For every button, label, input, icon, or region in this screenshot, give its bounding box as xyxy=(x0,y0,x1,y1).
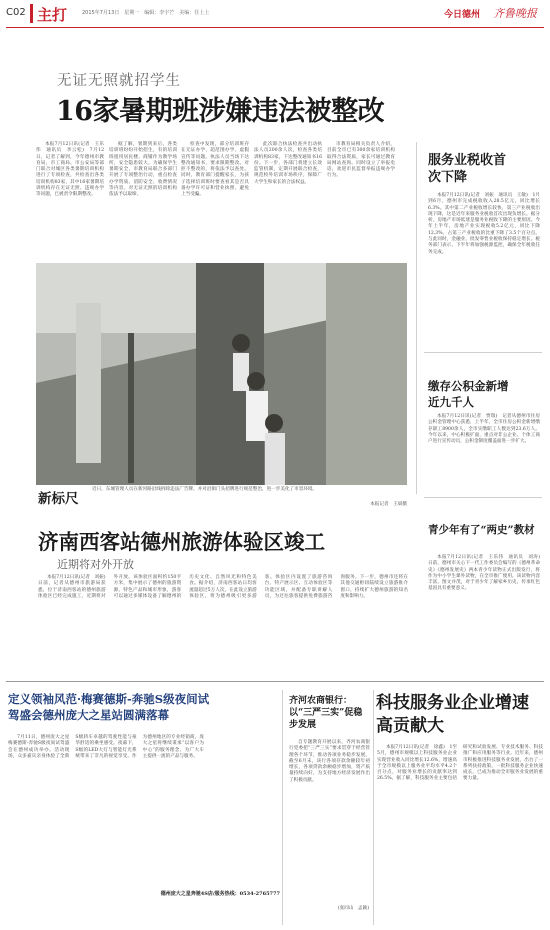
bank-body xyxy=(289,740,370,900)
lead-col-1 xyxy=(36,142,104,260)
tax-text: 本报7月12日讯(记者 刘振 通讯员 王敏) 1月到6月，德州市完成税收收入28.5亿元，同比增长6.3%。其中第二产业税收增长较快，第三产业税收出现下降，这是近年来服务业税收首次出现负增长。据分析，房地产市场低迷是服务业税收下降的主要原因。今年上半年，房地产业实现税收5.2亿元，同比下降12.3%，占第三产业税收的比重下降了3.5个百分点。与此同时，金融业、批发零售业税收保持稳定增长。税务部门表示，下半年将加强税源监控，确保全年税收任务完成。 xyxy=(428,193,540,255)
fund-headline: 缴存公积金新增近九千人 xyxy=(428,379,509,409)
lead-col2-text: 据了解，暑期到来后，各类培训班纷纷开始招生，有的培训班租用居民楼、商铺作为教学场所，安全隐患较大。为确保学生暑期安全，市教育局联合多部门开展了专项整治行动，重点检查办学资质、消防安全、收费情况等内容，对无证无照的培训机构依法予以取缔。 xyxy=(109,142,177,198)
lead-col-3 xyxy=(181,142,249,260)
bank-headline: 齐河农商银行：以“三严三实”促稳步发展 xyxy=(289,696,363,730)
rule-tax-fund xyxy=(424,352,542,353)
dateline: 2015年7月13日 星期一 编辑：李宇芒 美编：任上上 xyxy=(82,10,210,16)
station-subhead: 近期将对外开放 xyxy=(57,558,134,571)
tech-headline: 科技服务业企业增速高贡献大 xyxy=(376,693,529,736)
section-red-bar xyxy=(30,4,33,23)
bank-text: 自专题教育开展以来，齐河农商银行党委把“三严三实”要求贯穿于经营管理各个环节，推动各项业务稳步发展。截至6月末，该行各项存款余额较年初增长，各项贷款余额稳步增加，资产质量持续向好，为支持地方经济发展作出了积极贡献。 xyxy=(289,740,370,783)
page-code: C02 xyxy=(6,7,26,18)
lead-headline: 16家暑期班涉嫌违法被整改 xyxy=(56,96,385,127)
news-photo xyxy=(36,263,407,485)
bottom-divider-1 xyxy=(282,690,283,925)
rule-fund-youth xyxy=(424,497,542,498)
caption-text: 近日，东城管理人员在新河路沿线拆除违法广告牌，并对沿街门头招牌进行规范整治，进一步美化了市容环境。 xyxy=(92,487,318,492)
rule-bottom xyxy=(6,681,544,682)
brand-logo: 齐鲁晚报 xyxy=(493,7,537,20)
section-label: 主打 xyxy=(37,6,68,24)
paper-tag: 今日德州 xyxy=(444,10,481,20)
mercedes-text: 7月11日，德州庞大之星梅赛德斯-奔驰S级夜间试驾盛会在德州成功举办。活动现场，众多嘉宾亲身体验了全新S级轿车卓越的驾驶性能与豪华舒适的乘坐感受。夜幕下，S级的LED大灯与智能灯光系统带来了非凡的视觉享受。作为德州地区的专业经销商，庞大之星将继续秉承“以客户为中心”的服务理念，为广大车主提供一流的产品与服务。 xyxy=(8,735,204,759)
youth-body xyxy=(428,555,545,675)
caption-title: 新标尺 xyxy=(38,491,79,507)
lead-col-5 xyxy=(327,142,395,260)
tech-text: 本报7月12日讯(记者 徐鑫) 1至5月，德州市规模以上科技服务业企业实现营业收入同比增长12.6%，增速高于全市规模以上服务业平均水平4.2个百分点，对服务业增长的贡献率达到26.5%。据了解，科技服务业主要包括研究和试验发展、专业技术服务、科技推广和应用服务等行业。近年来，德州市积极推进科技服务业发展，出台了一系列扶持政策，一批科技服务企业快速成长，已成为推动全市服务业发展的重要力量。 xyxy=(377,745,543,782)
photo-scene xyxy=(36,263,407,485)
tax-body xyxy=(428,193,540,345)
masthead-rule xyxy=(6,27,544,28)
fund-text: 本报7月12日讯(记者 贾瑞) 记者从德州市住房公积金管理中心获悉，上半年，全市住房公积金新增缴存职工8900余人，全市实缴职工人数达到23.6万人。今年以来，中心积极扩面，重点对非公企业、个体工商户进行宣传动员，公积金制度覆盖面进一步扩大。 xyxy=(428,414,540,445)
station-headline: 济南西客站德州旅游体验区竣工 xyxy=(38,530,325,554)
lead-col5-text: 市教育局相关负责人介绍，目前全市已有300余家培训机构取得合法资质，家长可通过教育局网站查询。同时设立了举报电话，欢迎市民监督举报违规办学行为。 xyxy=(327,142,395,179)
lead-kicker: 无证无照就招学生 xyxy=(57,73,181,89)
caption-credit: 本报记者 王斌摄 xyxy=(370,502,407,507)
lead-col-4 xyxy=(254,142,322,260)
youth-headline: 青少年有了“两史”教材 xyxy=(428,524,535,536)
lead-col4-text: 此次联合执法检查共出动执法人员200余人次，检查各类培训机构83家，下达整改通知书16份。下一步，各部门将建立长效监管机制，定期开展联合检查，规范校外培训市场秩序，保障广大学生和家长的合法权益。 xyxy=(254,142,322,185)
bottom-divider-2 xyxy=(373,690,374,925)
tax-headline: 服务业税收首次下降 xyxy=(428,153,507,185)
lead-text: 本报7月12日讯(记者 王乐伟 通讯员 李云松) 7月12日，记者了解到，今年德州市教育局、市工商局、市公安局等部门联合对城区各类暑期培训机构进行了专项检查，共检查出各类培训机构83家，其中16家暑期培训机构存在无证无照、违规办学等问题，已被责令限期整改。 xyxy=(36,142,104,198)
youth-text: 本报7月12日讯(记者 王乐伟 通讯员 刘涛) 日前，德州市关心下一代工作委员会编写的《德州革命史》《德州发展史》两本青少年读物正式出版发行，将作为中小学生课外读物，在全市推广使用。该读物内容丰富、图文并茂，对于青少年了解家乡历史、传承红色基因具有重要意义。 xyxy=(428,555,545,592)
station-text: 本报7月12日讯(记者 刘振) 日前，记者从德州市旅游局获悉，位于济南西客站的德州旅游体验区已经完成施工，近期将对外开放。该体验区面积约150平方米，集中展示了德州的旅游资源、特色产品和城市形象，游客可以通过多媒体设备了解德州的历史文化、自然风光和特色美食。据介绍，济南西客站日均客流量超过5万人次，在此设立旅游体验区，将为德州吸引更多游客。体验区内设置了旅游咨询台、特产展示区、互动体验区等功能区域，并配备专职讲解人员，为过往旅客提供免费旅游咨询服务。下一步，德州市还将在其他交通枢纽陆续设立旅游推介窗口，持续扩大德州旅游的知名度和影响力。 xyxy=(38,575,408,599)
mercedes-body xyxy=(8,735,204,890)
masthead xyxy=(0,0,550,28)
lead-col-2 xyxy=(109,142,177,260)
mercedes-headline: 定义领袖风范·梅赛德斯-奔驰S级夜间试驾盛会德州庞大之星站圆满落幕 xyxy=(8,692,210,722)
lead-col3-text: 检查中发现，部分培训班存在无证办学、超范围办学、虚假宣传等问题。执法人员当场下达整改通知书，要求限期整改。对拒不整改的，将依法予以查处。同时，教育部门提醒家长，为孩子选择培训班时要查看其是否具备办学许可证和营业执照，避免上当受骗。 xyxy=(181,142,249,198)
fund-body xyxy=(428,414,540,490)
right-divider xyxy=(416,142,417,494)
mercedes-footer: 德州庞大之星奔驰4S店/服务热线：0534-2765777 xyxy=(160,891,280,897)
bank-credit: (张同山 孟颖) xyxy=(337,906,369,911)
station-body xyxy=(38,575,408,670)
tech-body xyxy=(377,745,543,923)
